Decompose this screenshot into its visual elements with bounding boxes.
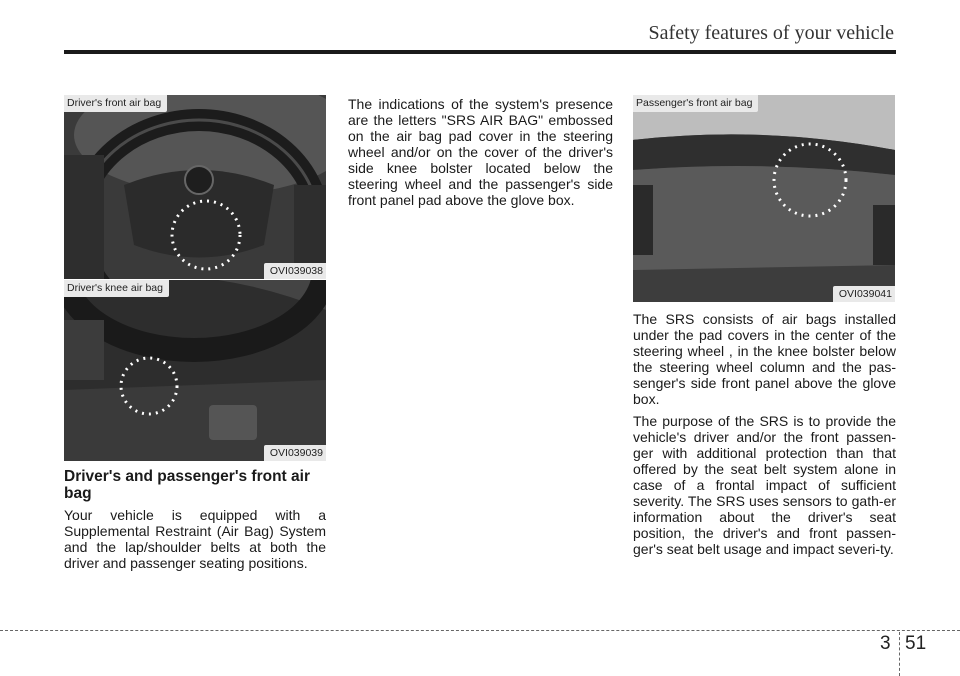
page-number-separator [899,632,900,676]
steering-wheel-image [64,95,326,279]
right-paragraph-2: The purpose of the SRS is to provide the vehicle's driver and/or the front passen-ger with additional protection than that offered by the seat belt system alone in case of a frontal impact of sufficient severity. The SRS uses sensors to gath-er information about the driver's seat position, the driver's and front passen-ger's seat belt usage and impact severi-ty. [633,413,896,557]
header-rule [64,50,896,54]
footer-rule [0,630,960,631]
passenger-front-airbag-photo [633,95,895,302]
middle-column [348,96,613,214]
section-number: 3 [880,633,891,654]
photo-code-passenger-front: OVI039041 [833,286,895,302]
photo-caption-driver-knee: Driver's knee air bag [64,280,169,297]
dashboard-image [633,95,895,302]
middle-body-text: The indications of the system's presence are the letters "SRS AIR BAG" embossed on the air bag pad cover in the steering wheel and/or on the cover of the driver's side knee bolster located below the steering wheel and the passenger's side front panel pad above the glove box. [348,96,613,208]
photo-caption-driver-front: Driver's front air bag [64,95,167,112]
photo-code-driver-front: OVI039038 [264,263,326,279]
section-heading: Driver's and passenger's front air bag [64,468,310,502]
page-number: 51 [905,633,927,654]
photo-code-driver-knee: OVI039039 [264,445,326,461]
driver-front-airbag-photo [64,95,326,279]
driver-knee-airbag-photo [64,280,326,461]
left-body-text: Your vehicle is equipped with a Supplemental Restraint (Air Bag) System and the lap/shoulder belts at both the driver and passenger seating positions. [64,507,326,571]
knee-bolster-image [64,280,326,461]
photo-caption-passenger-front: Passenger's front air bag [633,95,758,112]
page-header-title: Safety features of your vehicle [648,22,894,44]
right-column [633,311,896,563]
right-paragraph-1: The SRS consists of air bags installed under the pad covers in the center of the steering wheel , in the knee bolster below the steering wheel column and the pas-senger's side front panel above the glove box. [633,311,896,407]
left-column [64,468,326,577]
